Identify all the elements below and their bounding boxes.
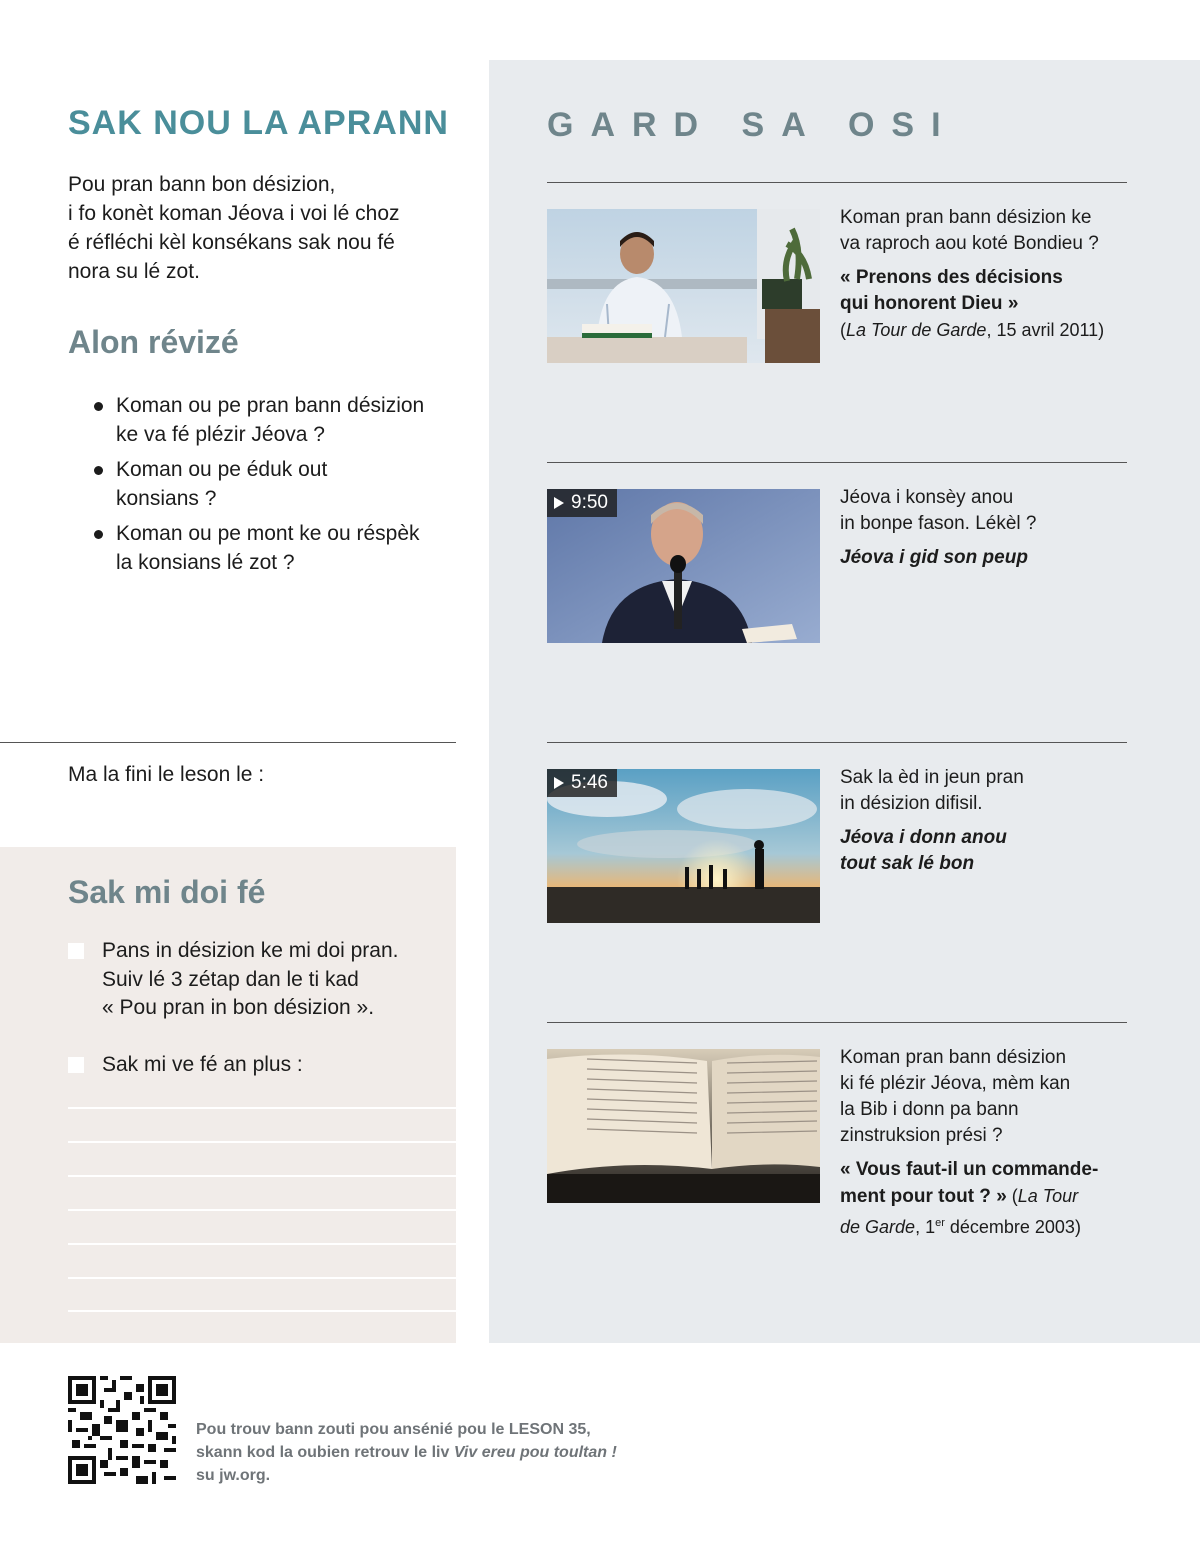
video-duration: 5:46 [571, 772, 608, 793]
checkbox[interactable] [68, 1057, 84, 1073]
open-bible-image [547, 1049, 820, 1203]
bullet-icon [94, 402, 103, 411]
writing-line[interactable] [68, 1243, 456, 1245]
entry-question [840, 205, 1130, 257]
entry-question [840, 765, 1130, 817]
writing-line[interactable] [68, 1175, 456, 1177]
intro-line: é réfléchi kèl konsékans sak nou fé [68, 231, 395, 254]
entry-question-line: Koman pran bann désizion ke [840, 207, 1092, 228]
footer-line: Pou trouv bann zouti pou ansénié pou le LESON 35, [196, 1421, 591, 1438]
article-title-line: qui honorent Dieu » [840, 293, 1019, 314]
play-icon [554, 777, 564, 789]
review-item-line: Koman ou pe pran bann désizion [116, 394, 425, 417]
entry-question-line: ki fé plézir Jéova, mèm kan [840, 1073, 1071, 1094]
finish-date-label: Ma la fini le leson le : [68, 763, 265, 786]
entry-question-line: in désizion difisil. [840, 793, 983, 814]
todo-item-line: « Pou pran in bon désizion ». [102, 996, 375, 1019]
footer-line: su jw.org. [196, 1467, 271, 1484]
review-item-line: ke va fé plézir Jéova ? [116, 422, 325, 446]
todo-item [68, 937, 438, 1023]
review-item [90, 456, 460, 513]
further-reading-title: GARD SA OSI [547, 106, 958, 144]
page-title: SAK NOU LA APRANN [68, 104, 449, 142]
footer-line: skann kod la oubien retrouv le liv Viv ereu pou toultan ! [196, 1444, 617, 1461]
todo-item-line: Sak mi ve fé an plus : [102, 1053, 303, 1076]
video-duration-badge [547, 769, 617, 797]
writing-line[interactable] [68, 1310, 456, 1312]
video-title: Jéova i gid son peup [840, 547, 1028, 568]
review-item [90, 392, 460, 449]
checkbox[interactable] [68, 943, 84, 959]
review-item-line: Koman ou pe éduk out [116, 458, 328, 481]
intro-paragraph [68, 170, 458, 286]
article-title-line: « Vous faut-il un commande- [840, 1159, 1099, 1180]
bullet-icon [94, 530, 103, 539]
entry-question-line: Sak la èd in jeun pran [840, 767, 1024, 788]
intro-line: Pou pran bann bon désizion, [68, 173, 336, 196]
footer-note [196, 1418, 617, 1487]
article-thumbnail-man-studying[interactable] [547, 209, 820, 363]
entry-question-line: va raproch aou koté Bondieu ? [840, 233, 1099, 254]
article-source: (La Tour de Garde, 15 avril 2011) [840, 320, 1105, 340]
todo-item [68, 1051, 438, 1080]
todo-heading: Sak mi doi fé [68, 874, 266, 910]
writing-line[interactable] [68, 1107, 456, 1109]
video-title-line: Jéova i donn anou [840, 827, 1007, 848]
entry-question-line: in bonpe fason. Lékèl ? [840, 513, 1037, 534]
play-icon [554, 497, 564, 509]
video-duration: 9:50 [571, 492, 608, 513]
divider [547, 742, 1127, 743]
writing-line[interactable] [68, 1277, 456, 1279]
review-item [90, 520, 460, 577]
writing-line[interactable] [68, 1141, 456, 1143]
book-title: Viv ereu pou toultan ! [453, 1444, 617, 1461]
intro-line: i fo konèt koman Jéova i voi lé choz [68, 202, 400, 225]
article-thumbnail-open-bible[interactable] [547, 1049, 820, 1203]
review-item-line: konsians ? [116, 486, 217, 510]
review-list [90, 392, 460, 584]
todo-item-line: Pans in désizion ke mi doi pran. [102, 939, 399, 962]
article-title-line: ment pour tout ? » [840, 1186, 1007, 1207]
intro-line: nora su lé zot. [68, 260, 200, 283]
entry-question-line: Koman pran bann désizion [840, 1047, 1067, 1068]
divider [547, 1022, 1127, 1023]
entry-question [840, 485, 1130, 537]
review-item-line: Koman ou pe mont ke ou réspèk [116, 522, 420, 545]
further-reading-entry [840, 485, 1130, 571]
todo-box [0, 847, 456, 1343]
video-link[interactable] [840, 825, 1130, 877]
review-item-line: la konsians lé zot ? [116, 550, 295, 574]
entry-question [840, 1045, 1130, 1149]
article-title-line: « Prenons des décisions [840, 267, 1063, 288]
qr-code-icon[interactable] [68, 1376, 176, 1484]
entry-question-line: la Bib i donn pa bann [840, 1099, 1019, 1120]
article-source: (La Tour de Garde, 1er décembre 2003) [840, 1186, 1081, 1237]
further-reading-entry [840, 205, 1130, 344]
further-reading-entry [840, 1045, 1130, 1241]
video-thumbnail-speaker[interactable] [547, 489, 820, 643]
divider [547, 462, 1127, 463]
man-studying-image [547, 209, 820, 363]
divider [547, 182, 1127, 183]
article-link[interactable] [840, 1157, 1130, 1241]
video-thumbnail-sunset[interactable] [547, 769, 820, 923]
entry-question-line: Jéova i konsèy anou [840, 487, 1014, 508]
video-link[interactable] [840, 545, 1130, 571]
video-duration-badge [547, 489, 617, 517]
review-heading: Alon révizé [68, 324, 239, 360]
writing-line[interactable] [68, 1209, 456, 1211]
video-title-line: tout sak lé bon [840, 853, 975, 874]
entry-question-line: zinstruksion prési ? [840, 1125, 1003, 1146]
divider [0, 742, 456, 743]
further-reading-entry [840, 765, 1130, 877]
article-link[interactable] [840, 265, 1130, 344]
bullet-icon [94, 466, 103, 475]
todo-item-line: Suiv lé 3 zétap dan le ti kad [102, 967, 359, 991]
